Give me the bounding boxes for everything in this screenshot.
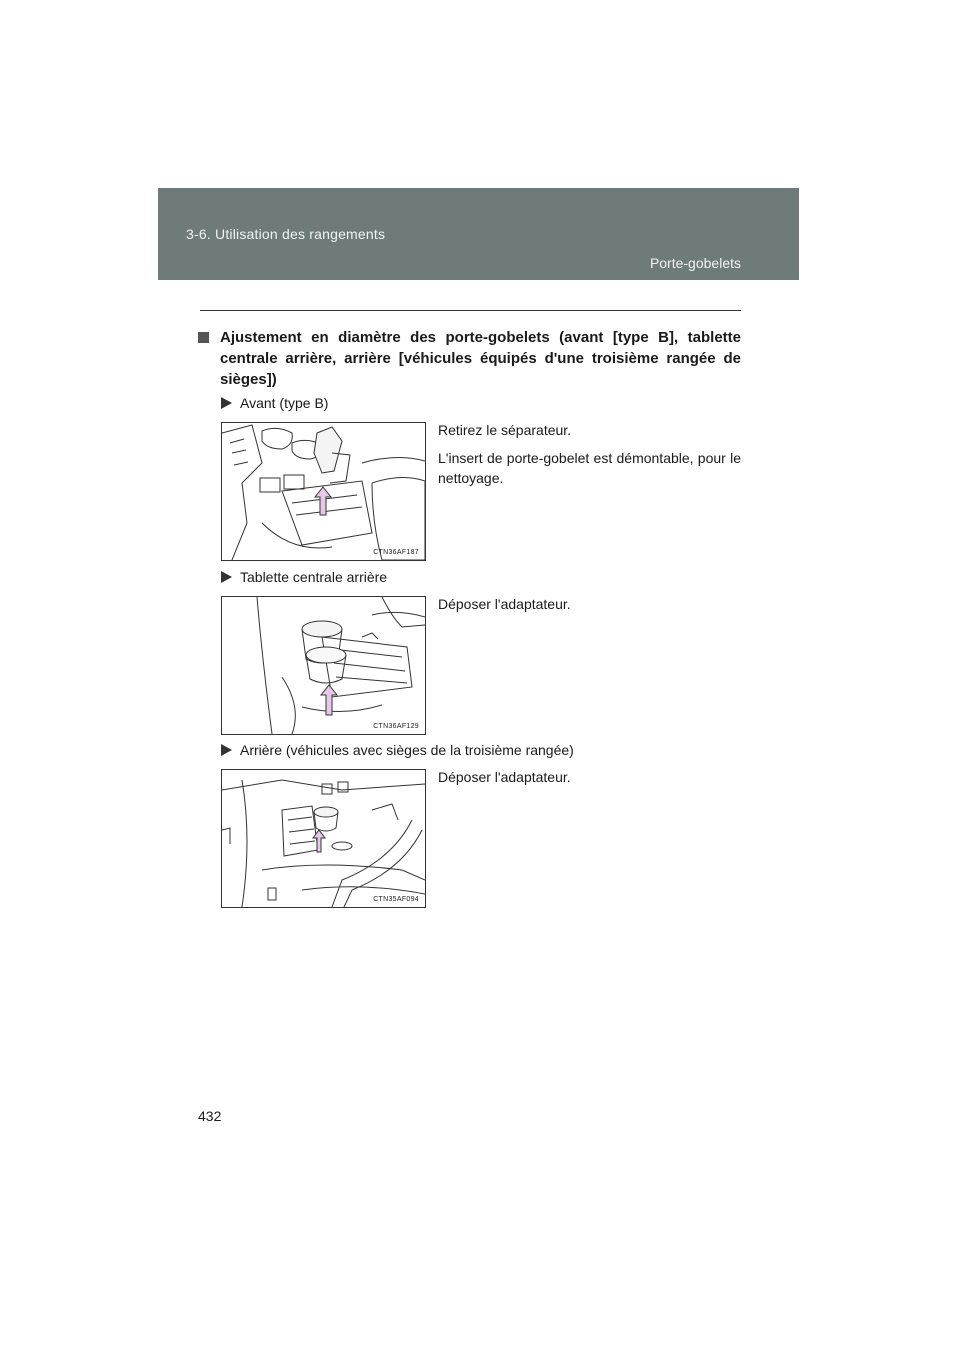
figure-code: CTN36AF187 bbox=[373, 549, 419, 556]
figure-front-cupholder bbox=[221, 422, 426, 561]
figure-code: CTN35AF094 bbox=[373, 896, 419, 903]
header-rule bbox=[200, 310, 741, 311]
square-bullet-icon bbox=[198, 332, 209, 343]
item-label-text: Tablette centrale arrière bbox=[240, 569, 388, 585]
item-description-third-row bbox=[438, 767, 741, 795]
page-number: 432 bbox=[198, 1108, 222, 1124]
section-title: 3-6. Utilisation des rangements bbox=[186, 226, 386, 242]
description-line: Retirez le séparateur. bbox=[438, 422, 572, 438]
triangle-bullet-icon bbox=[221, 397, 232, 409]
item-label-text: Arrière (véhicules avec sièges de la troisième rangée) bbox=[240, 742, 574, 758]
figure-rear-console-cupholder bbox=[221, 596, 426, 735]
description-line: Déposer l'adaptateur. bbox=[438, 769, 571, 785]
section-heading-text: Ajustement en diamètre des porte-gobelets (avant [type B], tablette centrale arrière, arrière [véhicules équipés d'une troisième rangée de sièges]) bbox=[220, 329, 741, 388]
triangle-bullet-icon bbox=[221, 571, 232, 583]
description-line: L'insert de porte-gobelet est démontable, pour le nettoyage. bbox=[438, 450, 741, 486]
item-label-front bbox=[221, 394, 328, 412]
item-label-third-row bbox=[221, 741, 574, 759]
item-description-front bbox=[438, 420, 741, 496]
item-label-rear-console bbox=[221, 568, 387, 586]
triangle-bullet-icon bbox=[221, 744, 232, 756]
item-description-rear-console bbox=[438, 594, 741, 622]
page-header bbox=[158, 188, 799, 280]
figure-third-row-cupholder bbox=[221, 769, 426, 908]
figure-code: CTN36AF129 bbox=[373, 723, 419, 730]
topic-title: Porte-gobelets bbox=[649, 255, 741, 271]
section-heading bbox=[198, 327, 741, 390]
item-label-text: Avant (type B) bbox=[240, 395, 329, 411]
description-line: Déposer l'adaptateur. bbox=[438, 596, 571, 612]
